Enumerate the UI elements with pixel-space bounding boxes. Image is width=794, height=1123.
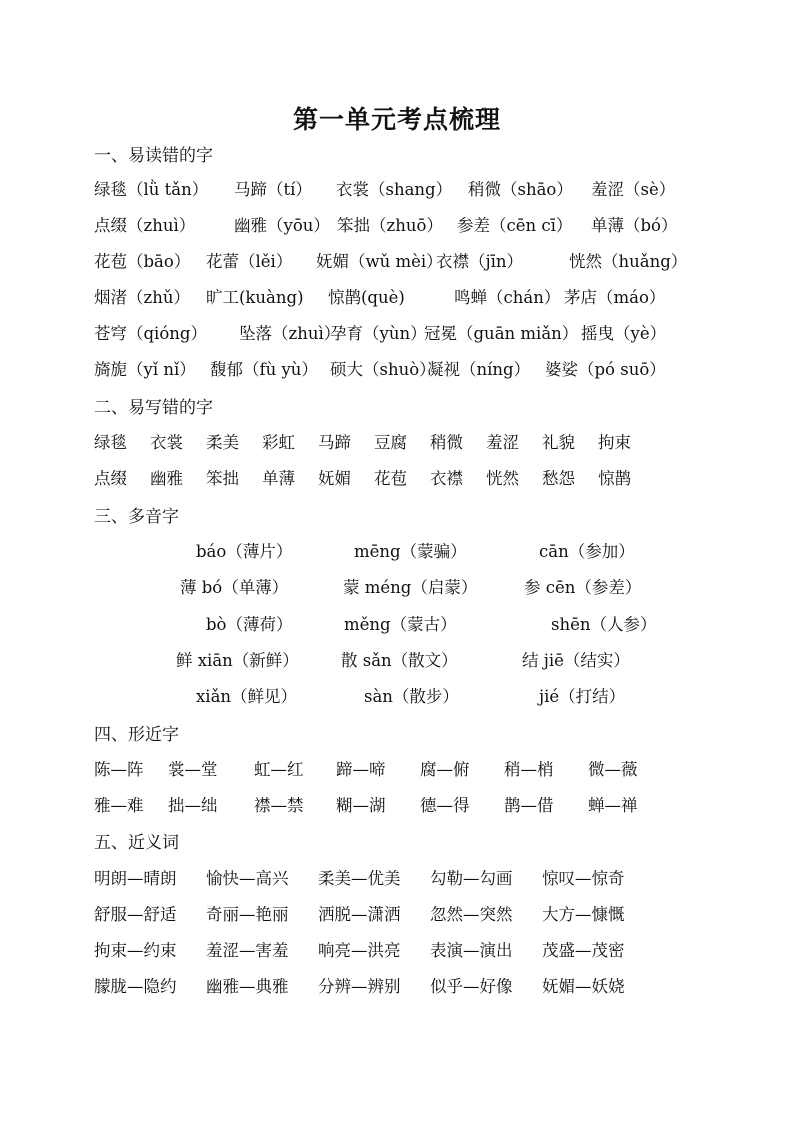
term-entry: 柔美—优美 [318,869,401,888]
term-entry: 结 jiē（结实） [522,651,630,670]
term-entry: 舒服—舒适 [94,905,177,924]
term-entry: 礼貌 [542,433,575,452]
term-entry: 恍然 [486,469,519,488]
term-row [94,611,714,637]
term-entry: 婆娑（pó suō） [545,360,666,379]
term-entry: 烟渚（zhǔ） [94,288,190,307]
term-entry: 薄 bó（单薄） [180,578,289,597]
term-entry: 点缀（zhuì） [94,216,196,235]
term-row [94,756,714,782]
term-entry: 妩媚—妖娆 [542,977,625,996]
term-entry: 柔美 [206,433,239,452]
term-row [94,792,714,818]
term-row [94,356,714,382]
section-heading-easy-miswritten: 二、易写错的字 [94,398,213,418]
term-entry: 旖旎（yǐ nǐ） [94,360,196,379]
term-row [94,973,714,999]
term-entry: 稍微 [430,433,463,452]
term-entry: 蒙 méng（启蒙） [343,578,478,597]
term-entry: 奇丽—艳丽 [206,905,289,924]
term-entry: 花苞（bāo） [94,252,191,271]
section-heading-polyphonic: 三、多音字 [94,507,179,527]
term-entry: 花苞 [374,469,407,488]
page-title: 第一单元考点梳理 [292,105,501,134]
term-entry: 襟—禁 [254,796,304,815]
term-entry: 坠落（zhuì） [239,324,341,343]
term-entry: 衣襟 [430,469,463,488]
term-entry: 鸣蝉（chán） [454,288,561,307]
term-entry: cān（参加） [539,542,635,561]
term-entry: 冠冕（guān miǎn） [424,324,579,343]
term-entry: 幽雅 [150,469,183,488]
term-entry: 分辨—辨别 [318,977,401,996]
term-entry: 愉快—高兴 [206,869,289,888]
term-entry: 茅店（máo） [564,288,666,307]
term-row [94,284,714,310]
term-row [94,901,714,927]
term-entry: 摇曳（yè） [581,324,667,343]
term-entry: 蝉—禅 [588,796,638,815]
term-entry: 羞涩（sè） [591,180,676,199]
term-entry: 花蕾（lěi） [206,252,293,271]
term-entry: 幽雅（yōu） [234,216,330,235]
term-entry: 愁怨 [542,469,575,488]
term-entry: jié（打结） [539,687,626,706]
term-entry: 点缀 [94,469,127,488]
term-entry: 彩虹 [262,433,295,452]
term-entry: 单薄 [262,469,295,488]
term-entry: shēn（人参） [551,615,657,634]
term-entry: 参 cēn（参差） [524,578,642,597]
term-entry: 腐—俯 [420,760,470,779]
term-entry: 羞涩 [486,433,519,452]
term-entry: 马蹄 [318,433,351,452]
term-entry: xiǎn（鲜见） [196,687,298,706]
term-row [94,538,714,564]
term-entry: 惊叹—惊奇 [542,869,625,888]
term-entry: 衣裳 [150,433,183,452]
term-entry: 苍穹（qióng） [94,324,207,343]
term-entry: 忽然—突然 [430,905,513,924]
term-entry: 陈—阵 [94,760,144,779]
term-entry: 德—得 [420,796,470,815]
term-entry: 单薄（bó） [591,216,678,235]
term-row [94,429,714,455]
term-entry: mēng（蒙骗） [354,542,467,561]
term-entry: 似乎—好像 [430,977,513,996]
term-row [94,465,714,491]
term-entry: 幽雅—典雅 [206,977,289,996]
term-entry: 大方—慷慨 [542,905,625,924]
term-entry: 勾勒—勾画 [430,869,513,888]
term-row [94,647,714,673]
term-entry: 凝视（níng） [427,360,531,379]
term-entry: 旷工(kuàng) [206,288,304,307]
term-entry: 拘束 [598,433,631,452]
term-entry: 硕大（shuò） [330,360,436,379]
term-entry: 虹—红 [254,760,304,779]
term-entry: 鹊—借 [504,796,554,815]
term-entry: 绿毯（lǜ tǎn） [94,180,209,199]
term-entry: 响亮—洪亮 [318,941,401,960]
term-entry: 衣裳（shang） [336,180,453,199]
term-entry: měng（蒙古） [344,615,457,634]
section-heading-similar-shape: 四、形近字 [94,725,179,745]
term-entry: 洒脱—潇洒 [318,905,401,924]
section-heading-easy-misread: 一、易读错的字 [94,146,213,166]
term-entry: 拙—绌 [168,796,218,815]
term-entry: 羞涩—害羞 [206,941,289,960]
term-entry: 表演—演出 [430,941,513,960]
term-row [94,865,714,891]
term-entry: 散 sǎn（散文） [341,651,458,670]
term-entry: 笨拙 [206,469,239,488]
term-entry: 豆腐 [374,433,407,452]
term-entry: 孕育（yùn） [330,324,427,343]
term-entry: 惊鹊(què) [328,288,405,307]
term-row [94,176,714,202]
term-row [94,248,714,274]
term-entry: 笨拙（zhuō） [337,216,443,235]
term-entry: 衣襟（jīn） [436,252,524,271]
term-row [94,937,714,963]
term-entry: 雅—难 [94,796,144,815]
term-row [94,574,714,600]
term-row [94,212,714,238]
term-entry: 惊鹊 [598,469,631,488]
term-entry: 糊—湖 [336,796,386,815]
term-entry: 稍微（shāo） [468,180,573,199]
term-entry: 恍然（huǎng） [569,252,688,271]
term-entry: 明朗—晴朗 [94,869,177,888]
term-entry: 妩媚 [318,469,351,488]
term-entry: 馥郁（fù yù） [210,360,318,379]
term-entry: 裳—堂 [168,760,218,779]
term-entry: bò（薄荷） [206,615,293,634]
term-entry: sàn（散步） [364,687,459,706]
term-entry: 拘束—约束 [94,941,177,960]
section-heading-synonyms: 五、近义词 [94,833,179,853]
term-entry: 朦胧—隐约 [94,977,177,996]
term-entry: báo（薄片） [196,542,293,561]
term-entry: 参差（cēn cī） [457,216,573,235]
term-entry: 绿毯 [94,433,127,452]
term-entry: 妩媚（wǔ mèi） [316,252,443,271]
term-entry: 稍—梢 [504,760,554,779]
term-row [94,683,714,709]
term-entry: 茂盛—茂密 [542,941,625,960]
term-entry: 微—薇 [588,760,638,779]
term-entry: 马蹄（tí） [234,180,312,199]
term-entry: 蹄—啼 [336,760,386,779]
term-entry: 鲜 xiān（新鲜） [176,651,299,670]
term-row [94,320,714,346]
